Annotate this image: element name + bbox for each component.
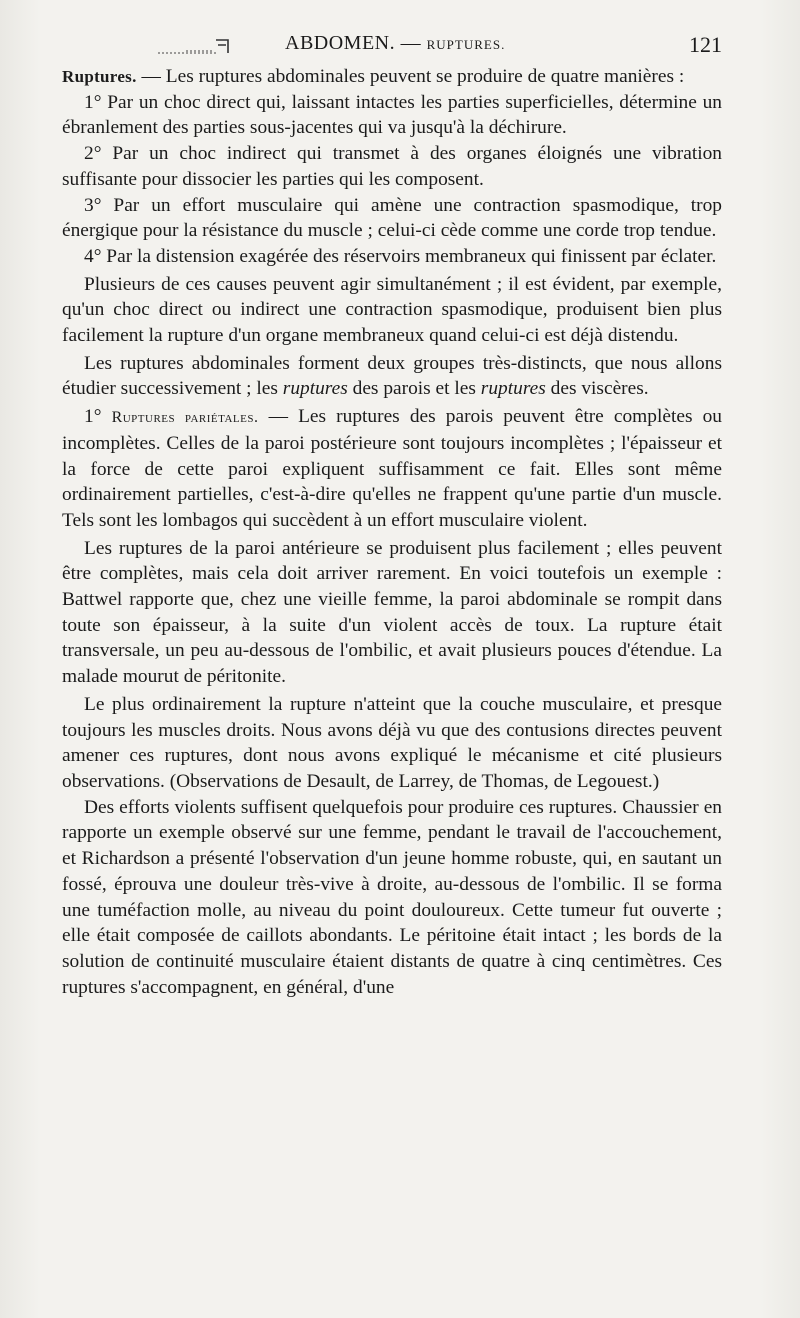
paragraph-anterior-wall: Les ruptures de la paroi antérieure se produisent plus facilement ; elles peuvent être complètes, mais cela doit arriver rarement. En voici toutefois un exemple : Battwel rapporte que, chez une vieille femme, la paroi abdominale se rompit dans toute son épaisseur, à la suite d'un violent accès de toux. La rupture était transversale, un peu au-dessous de l'ombilic, et avait plusieurs pouces d'étendue. La malade mourut de péritonite. [62, 537, 722, 688]
paragraph-cause-4: 4° Par la distension exagérée des réservoirs membraneux qui finissent par éclater. [84, 245, 717, 267]
paragraph-intro [62, 64, 722, 90]
running-header [60, 28, 722, 58]
paragraph-groups [62, 351, 722, 402]
groups-text-a: Les ruptures abdominales forment deux groupes très-distincts, que nous allons étudier successivement ; les [62, 352, 722, 400]
paragraph-combined-causes: Plusieurs de ces causes peuvent agir simultanément ; il est évident, par exemple, qu'un choc direct ou indirect une contraction spasmodique, produisent bien plus facilement la rupture d'un organe membraneux quand celui-ci est déjà distendu. [62, 273, 722, 347]
paragraph-cause-3: 3° Par un effort musculaire qui amène une contraction spasmodique, trop énergique pour la résistance du muscle ; celui-ci cède comme une corde trop tendue. [62, 194, 722, 242]
paragraph-cause-1: 1° Par un choc direct qui, laissant intactes les parties superficielles, détermine un ébranlement des parties sous-jacentes qui va jusqu'à la déchirure. [62, 91, 722, 139]
section-lead: Ruptures. [62, 67, 137, 86]
paragraph-intro-text: — Les ruptures abdominales peuvent se produire de quatre manières : [136, 66, 685, 87]
groups-italic-1: ruptures [282, 378, 348, 400]
groups-text-c: des viscères. [545, 378, 649, 400]
running-title-sub: RUPTURES. [426, 37, 506, 52]
running-title [285, 32, 505, 55]
paragraph-cause-2: 2° Par un choc indirect qui transmet à des organes éloignés une vibration suffisante pour dissocier les parties qui les composent. [62, 143, 722, 190]
paragraph-violent-efforts: Des efforts violents suffisent quelquefois pour produire ces ruptures. Chaussier en rapporte un exemple observé sur une femme, pendant le travail de l'accouchement, et Richardson a présenté l'observation d'un jeune homme robuste, qui, en sautant un fossé, éprouva une douleur très-vive à droite, au-dessous de l'ombilic. Il se forma une tuméfaction molle, au niveau du point douloureux. Cette tumeur fut ouverte ; elle était composée de caillots abondants. Le péritoine était intact ; les bords de la solution de continuité musculaire étaient distants de quatre à cinq centimètres. Ces ruptures s'accompagnent, en général, d'une [62, 796, 722, 998]
printer-ornament-icon [156, 36, 266, 56]
body-text [62, 64, 722, 1000]
paragraph-muscular-layer: Le plus ordinairement la rupture n'atteint que la couche musculaire, et presque toujours les muscles droits. Nous avons déjà vu que des contusions directes peuvent amener ces ruptures, dont nous avons expliqué le mécanisme et cité plusieurs observations. (Observations de Desault, de Larrey, de Thomas, de Legouest.) [62, 693, 722, 792]
parietal-text: — Les ruptures des parois peuvent être complètes ou incomplètes. Celles de la paroi postérieure sont toujours incomplètes ; l'épaisseur et la force de cette paroi expliquent suffisamment ce fait. Elles sont même ordinairement partielles, c'est-à-dire qu'elles ne frappent qu'une partie d'un muscle. Tels sont les lombagos qui succèdent à un effort musculaire violent. [62, 406, 722, 531]
parietal-number: 1° [84, 406, 112, 428]
page-number: 121 [689, 32, 722, 57]
groups-text-b: des parois et les [347, 378, 481, 400]
groups-italic-2: ruptures [480, 378, 546, 400]
running-title-main: ABDOMEN. — [285, 32, 422, 54]
parietal-heading: Ruptures pariétales. [111, 409, 259, 427]
paragraph-parietal [62, 404, 722, 534]
